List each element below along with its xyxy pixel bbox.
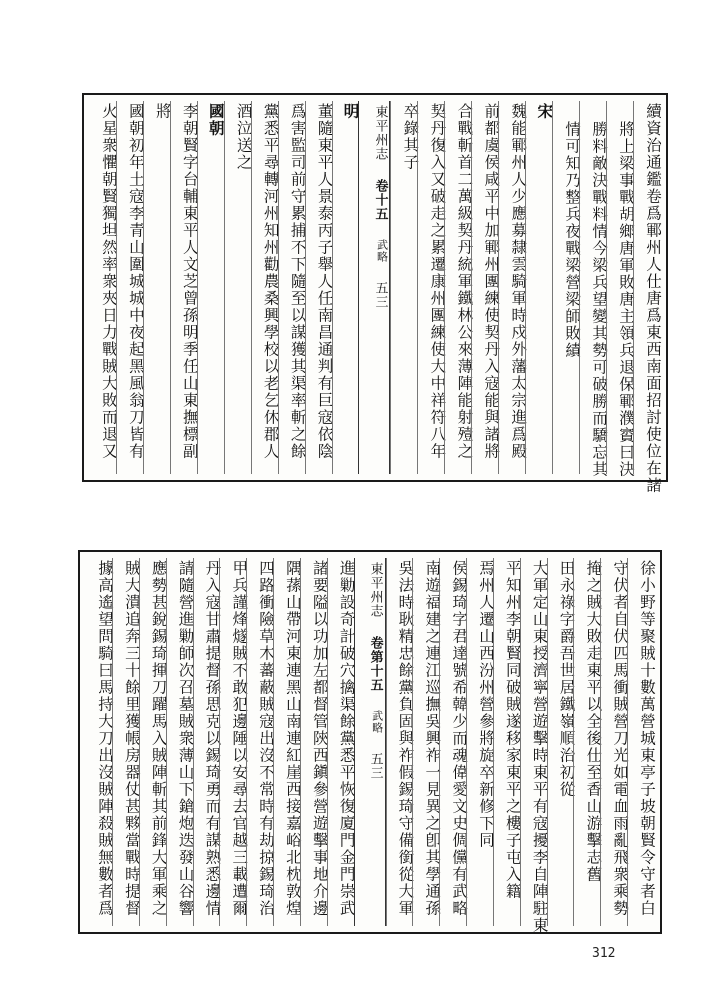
bottom-text-column: 丹入寇甘肅提督孫思克以錫琦勇而有謀熟悉邊情 <box>193 558 220 926</box>
top-text-column: 將 <box>143 101 170 474</box>
top-text-column: 李朝賢字台輔東平人文芝曾孫明季任山東撫標副 <box>170 101 197 474</box>
bottom-text-column: 侯錫琦字君達號希韓少而魂偉愛文史倜儻有武略 <box>439 558 466 926</box>
top-center-section: 武略 <box>375 239 389 263</box>
bottom-text-column: 諸要隘以功加左都督管陝西鎭參營遊擊事地介邊 <box>300 558 327 926</box>
bottom-text-column: 請隨營進勦師次召墓賊衆薄山下鎗炮迭發山谷響 <box>166 558 193 926</box>
top-text-column: 情可知乃整兵夜戰梁營梁師敗績 <box>552 101 579 474</box>
top-center-title: 東平州志 <box>372 105 388 161</box>
top-text-column: 火星衆懼朝賢獨坦然率衆夾日力戰賊大敗而退又 <box>99 103 118 460</box>
top-text-column: 明 <box>332 101 359 474</box>
bottom-text-column: 甲兵謹烽燧賊不敢犯邊陲以安尋去官越三載遭爾 <box>219 558 246 926</box>
top-text-column: 卒錄其子 <box>390 101 417 474</box>
top-leaf-columns <box>90 101 662 494</box>
bottom-text-column: 徐小野等聚賊十數萬營城東亭子坡朝賢令守者白 <box>627 558 654 926</box>
top-text-column: 董隨東平人景泰丙子舉人任南昌通判有巨寇依陰 <box>305 101 332 474</box>
bottom-text-column: 焉州人遷山西汾州營參將旋卒新修下同 <box>466 558 493 926</box>
bottom-text-column: 大軍定山東授濟寧營遊擊時東平有寇擾李自陣駐東 <box>520 558 547 926</box>
top-text-column: 國朝 <box>197 101 224 474</box>
top-text-column: 宋 <box>525 101 552 474</box>
bottom-text-column: 四路衝險草木蕃蔽賊寇出沒不常時有劫掠錫琦治 <box>246 558 273 926</box>
top-text-column: 國朝初年土寇李青山圍城城中夜起黑風翁刀皆有 <box>116 101 143 474</box>
top-text-column: 魏能鄆州人少應募隸雲騎軍時戍外藩太宗進爲殿 <box>498 101 525 474</box>
top-text-column: 續資治通鑑卷爲鄆州人仕唐爲東西南面招討使位在諸 <box>633 101 660 474</box>
page-number: 312 <box>592 946 616 961</box>
bottom-text-column: 隅蓀山帶河東連黑山南連紅崖西接嘉峪北枕敦煌 <box>273 558 300 926</box>
bottom-text-column: 據高遙望問騎曰馬持大刀出沒賊陣殺賊無數者爲 <box>95 560 114 917</box>
bottom-center-leaf-number: 五三 <box>367 752 383 780</box>
top-center-fold <box>358 101 390 474</box>
top-text-column: 契丹復入又破走之累遷康州團練使大中祥符八年 <box>417 101 444 474</box>
bottom-book-leaf <box>78 550 662 934</box>
bottom-text-column: 吳法時耿精忠餘黨負固與祚假錫琦守備銜從大軍 <box>386 558 413 926</box>
bottom-text-column: 田永祿字爵吾世居鐵嶺順治初從 <box>547 558 574 926</box>
bottom-text-column: 平知州李朝賢同破賊遂移家東平之樓子屯入籍 <box>493 558 520 926</box>
bottom-text-column: 南遊福建之連江巡撫吳興祚一見異之卽其學通孫 <box>412 558 439 926</box>
bottom-center-fold <box>354 558 386 926</box>
bottom-center-title: 東平州志 <box>367 562 383 618</box>
bottom-text-column: 應勢甚銳錫琦揮刀躍馬入賊陣斬其前鋒大軍乘之 <box>139 558 166 926</box>
top-text-column: 黨悉平尋轉河州知州勸農桑興學校以老乞休郡人 <box>251 101 278 474</box>
top-text-column: 將上梁事戰胡鄉唐軍敗唐主領兵退保鄆濮賨曰決 <box>606 101 633 474</box>
bottom-text-column: 掩之賊大敗走東平以全後仕至香山游擊志舊 <box>573 558 600 926</box>
top-text-column: 合戰斬首二萬級契丹統軍鐵林公來薄陣能射殪之 <box>444 101 471 474</box>
top-text-column: 爲害監司前守累捕不下隨至以謀獲其渠率斬之餘 <box>278 101 305 474</box>
bottom-center-section: 武略 <box>370 710 384 734</box>
top-text-column: 前都虞侯咸平中加鄆州團練使契丹入寇能與諸將 <box>471 101 498 474</box>
top-text-column: 酒泣送之 <box>224 101 251 474</box>
top-text-column: 勝料敵決戰料情今梁兵望變其勢可破勝而驕忘其 <box>579 101 606 474</box>
bottom-leaf-columns <box>86 558 656 934</box>
bottom-text-column: 賊大潰追奔三十餘里獲帳房器仗甚夥當戰時提督 <box>112 558 139 926</box>
top-center-leaf-number: 五三 <box>372 281 388 309</box>
top-book-leaf <box>82 93 668 494</box>
top-center-volume: 卷十五 <box>372 179 388 221</box>
bottom-center-volume: 卷第十五 <box>367 636 383 692</box>
bottom-text-column: 守伏者自伏匹馬衝賊營刀光如電血雨亂飛衆乘勢 <box>600 558 627 926</box>
bottom-text-column: 進勦設奇計破穴擒渠餘黨悉平恢復廈門金門崇武 <box>327 558 354 926</box>
